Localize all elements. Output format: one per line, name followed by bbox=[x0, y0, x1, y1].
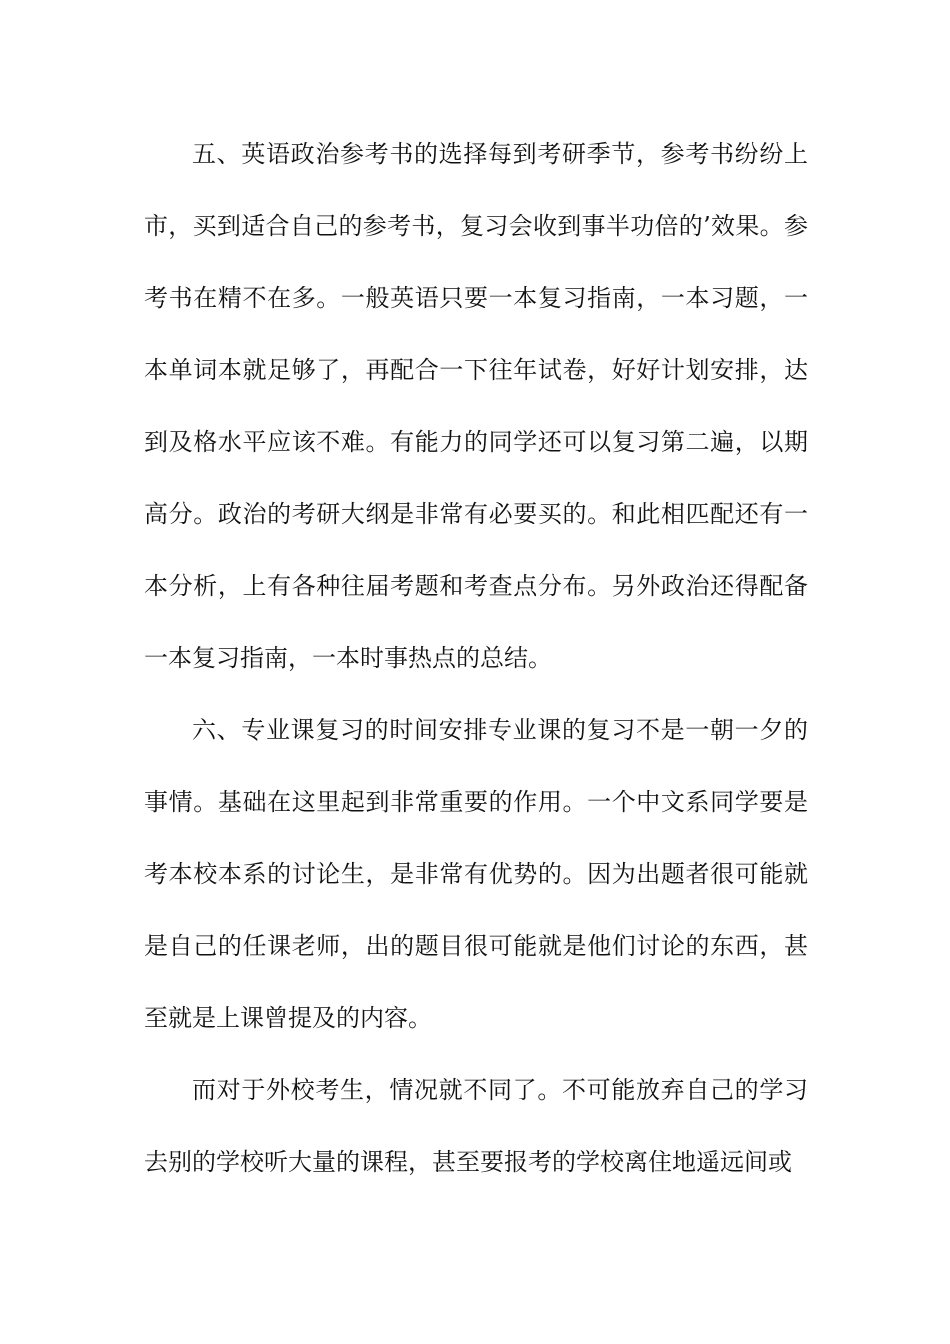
paragraph-english-politics-books: 五、英语政治参考书的选择每到考研季节，参考书纷纷上市，买到适合自己的参考书，复习会收到事半功倍的’效果。参考书在精不在多。一般英语只要一本复习指南，一本习题，一本单词本就足够了，再配合一下往年试卷，好好计划安排，达到及格水平应该不难。有能力的同学还可以复习第二遍，以期高分。政治的考研大纲是非常有必要买的。和此相匹配还有一本分析，上有各种往届考题和考查点分布。另外政治还得配备一本复习指南，一本时事热点的总结。 bbox=[144, 140, 808, 672]
paragraph-major-course-schedule: 六、专业课复习的时间安排专业课的复习不是一朝一夕的事情。基础在这里起到非常重要的作用。一个中文系同学要是考本校本系的讨论生，是非常有优势的。因为出题者很可能就是自己的任课老师，出的题目很可能就是他们讨论的东西，甚至就是上课曾提及的内容。 bbox=[144, 716, 808, 1032]
paragraph-other-school-candidates: 而对于外校考生，情况就不同了。不可能放弃自己的学习去别的学校听大量的课程，甚至要报考的学校离住地遥远间或 bbox=[144, 1076, 808, 1176]
document-body bbox=[144, 118, 808, 1198]
